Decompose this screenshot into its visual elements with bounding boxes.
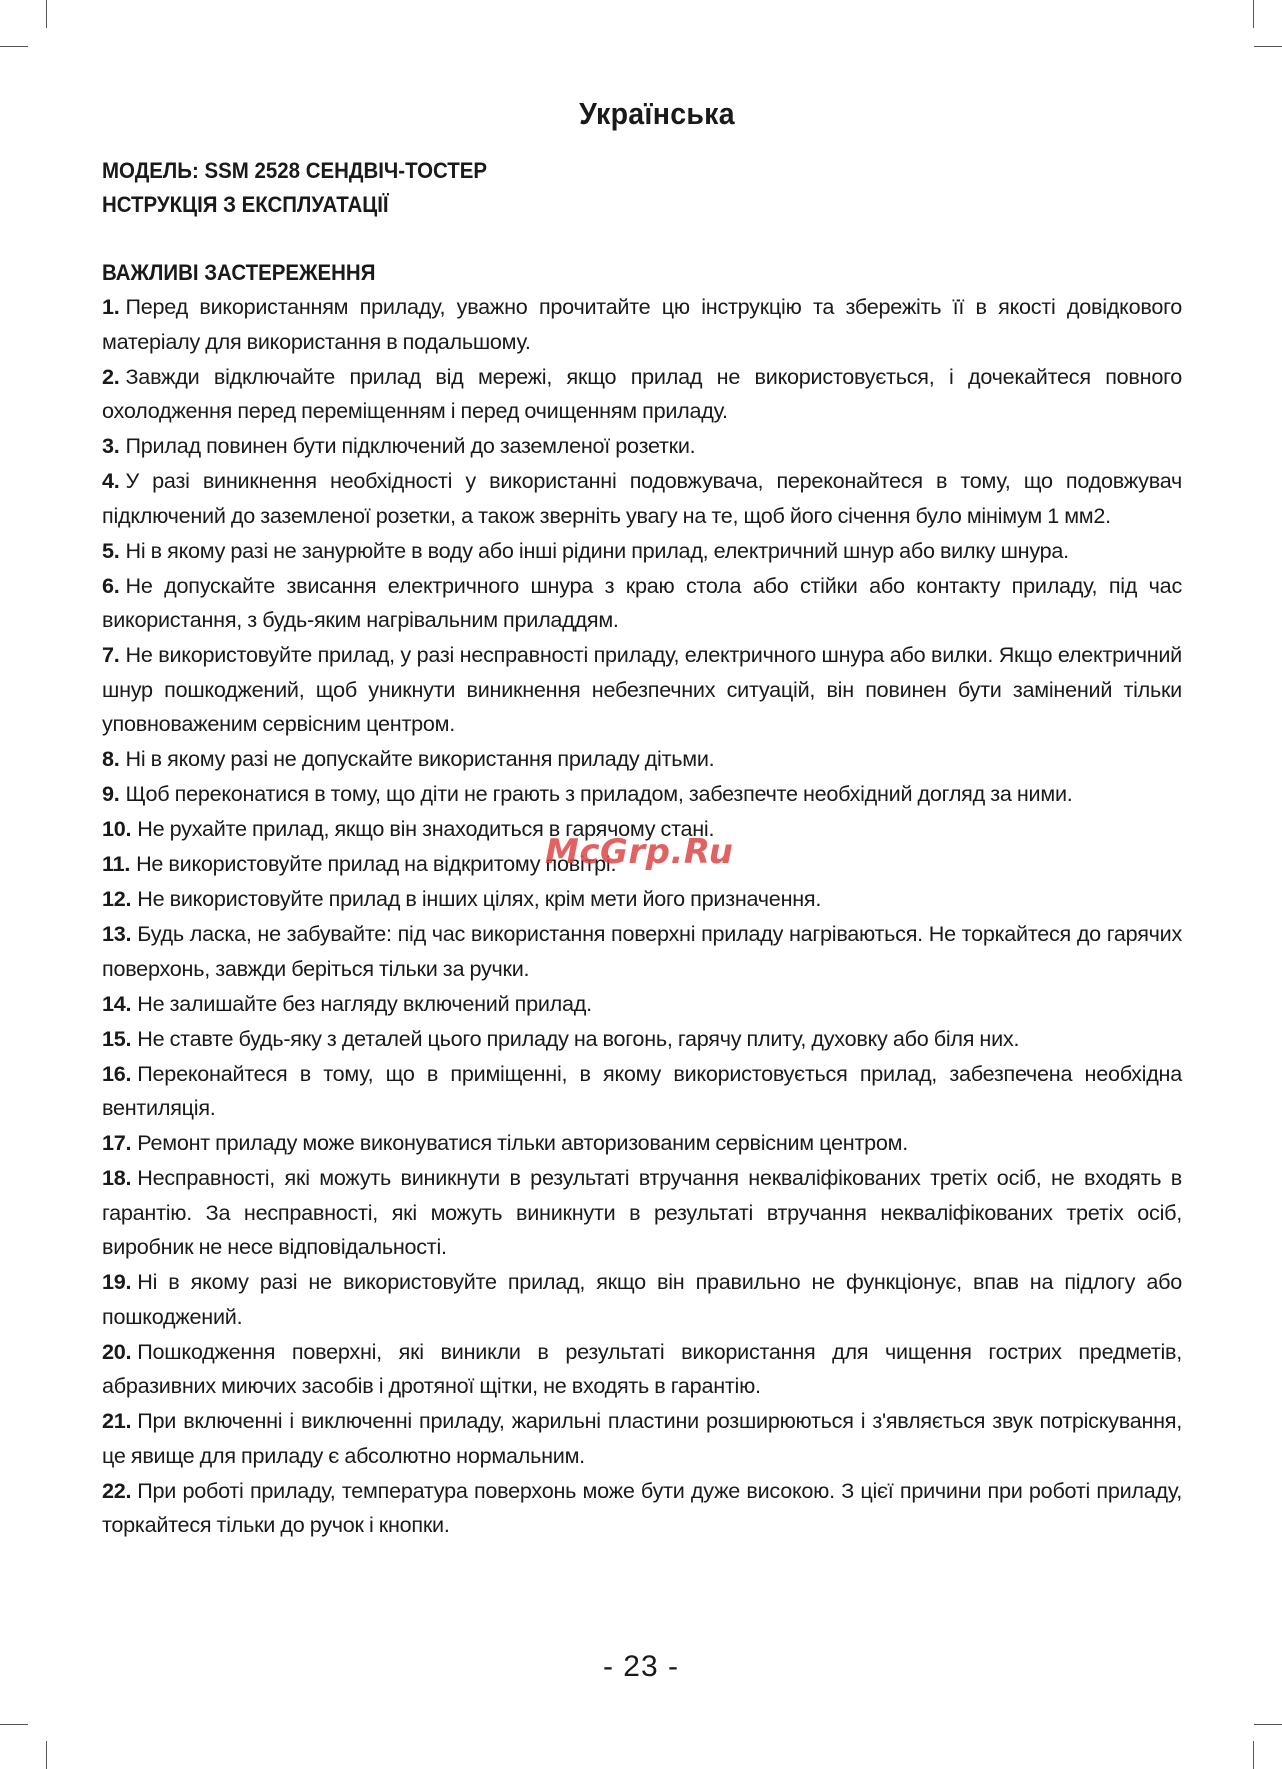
item-text: Ремонт приладу може виконуватися тільки авторизованим сервісним центром. [137, 1130, 908, 1155]
list-item [102, 638, 1182, 742]
manual-page [102, 96, 1182, 1543]
item-number: 18. [102, 1165, 132, 1190]
model-heading: МОДЕЛЬ: SSM 2528 СЕНДВІЧ-ТОСТЕР [102, 158, 488, 183]
item-text: Не використовуйте прилад на відкритому повітрі. [136, 851, 617, 876]
crop-mark-bottom-left-horizontal [0, 1724, 28, 1725]
item-number: 17. [102, 1130, 132, 1155]
item-number: 15. [102, 1025, 132, 1051]
section-title: ВАЖЛИВІ ЗАСТЕРЕЖЕННЯ [102, 260, 376, 285]
list-item [102, 360, 1182, 429]
item-text: Будь ласка, не забувайте: під час використання поверхні приладу нагріваються. Не торкайтеся до гарячих поверхонь, завжди беріться тільки за ручки. [102, 921, 1182, 981]
list-item [102, 534, 1182, 569]
item-text: У разі виникнення необхідності у використанні подовжувача, переконайтеся в тому, що подовжувач підключений до заземленої розетки, а також зверніть увагу на те, щоб його січення було мінімум 1 мм2. [102, 468, 1182, 528]
page-number: - 23 - [602, 1650, 680, 1683]
item-number: 10. [102, 816, 132, 841]
item-number: 5. [102, 537, 120, 563]
item-number: 21. [102, 1408, 132, 1433]
item-text: Прилад повинен бути підключений до заземленої розетки. [125, 433, 696, 458]
item-number: 6. [102, 572, 120, 598]
item-number: 8. [102, 746, 120, 771]
item-text: Не використовуйте прилад, у разі несправності приладу, електричного шнура або вилки. Якщо електричний шнур пошкоджений, щоб уникнути виникнення небезпечних ситуацій, він повинен бути замінений тільки уповноваженим сервісним центром. [102, 642, 1182, 736]
item-text: Не допускайте звисання електричного шнура з краю стола або стійки або контакту приладу, під час використання, з будь-яким нагрівальним приладдям. [102, 572, 1182, 632]
list-item [102, 1022, 1182, 1057]
item-number: 2. [102, 363, 120, 389]
list-item [102, 917, 1182, 986]
crop-mark-bottom-right-vertical [1253, 1741, 1254, 1769]
item-number: 13. [102, 921, 132, 946]
item-number: 4. [102, 468, 120, 493]
item-number: 11. [102, 851, 131, 876]
item-number: 1. [102, 294, 120, 319]
item-text: Не залишайте без нагляду включений прилад. [137, 990, 592, 1016]
item-text: Ні в якому разі не занурюйте в воду або інші рідини прилад, електричний шнур або вилку шнура. [125, 537, 1069, 563]
item-text: Ні в якому разі не допускайте використання приладу дітьми. [125, 746, 715, 771]
list-item [102, 569, 1182, 638]
list-item [102, 1161, 1182, 1265]
item-text: Переконайтеся в тому, що в приміщенні, в якому використовується прилад, забезпечена необхідна вентиляція. [102, 1060, 1182, 1120]
item-number: 7. [102, 642, 120, 667]
item-text: При включенні і виключенні приладу, жарильні пластини розширюються і з'являється звук потріскування, це явище для приладу є абсолютно нормальним. [102, 1408, 1182, 1468]
list-item [102, 1474, 1182, 1543]
list-item [102, 987, 1182, 1022]
list-item [102, 429, 1182, 464]
list-item [102, 1335, 1182, 1404]
language-title: Українська [579, 96, 735, 131]
list-item [102, 777, 1182, 812]
item-text: Завжди відключайте прилад від мережі, якщо прилад не використовується, і дочекайтеся повного охолодження перед переміщенням і перед очищенням приладу. [102, 363, 1182, 423]
item-number: 14. [102, 990, 132, 1016]
item-text: Пошкодження поверхні, які виникли в результаті використання для чищення гострих предметів, абразивних миючих засобів і дротяної щітки, не входять в гарантію. [102, 1338, 1182, 1398]
warnings-list [102, 290, 1182, 1543]
watermark: McGrp.Ru [545, 832, 734, 872]
item-number: 16. [102, 1060, 132, 1086]
item-number: 19. [102, 1269, 132, 1294]
item-text: Не використовуйте прилад в інших цілях, крім мети його призначення. [137, 886, 822, 911]
crop-mark-bottom-left-vertical [46, 1741, 47, 1769]
item-number: 9. [102, 781, 120, 806]
item-text: Не рухайте прилад, якщо він знаходиться в гарячому стані. [137, 816, 715, 841]
item-text: Щоб переконатися в тому, що діти не грають з приладом, забезпечте необхідний догляд за ними. [125, 781, 1073, 806]
item-number: 12. [102, 886, 132, 911]
crop-mark-top-right-vertical [1253, 0, 1254, 28]
list-item [102, 290, 1182, 359]
list-item [102, 1404, 1182, 1473]
item-number: 3. [102, 433, 120, 458]
item-number: 22. [102, 1477, 132, 1503]
item-text: Несправності, які можуть виникнути в результаті втручання некваліфікованих третіх осіб, не входять в гарантію. За несправності, які можуть виникнути в результаті втручання некваліфікованих третіх осіб, виробник не несе відповідальності. [102, 1165, 1182, 1259]
list-item [102, 1126, 1182, 1161]
list-item [102, 464, 1182, 533]
item-text: При роботі приладу, температура поверхонь може бути дуже високою. З цієї причини при роботі приладу, торкайтеся тільки до ручок і кнопки. [102, 1477, 1182, 1537]
crop-mark-bottom-right-horizontal [1254, 1724, 1282, 1725]
item-text: Не ставте будь-яку з деталей цього приладу на вогонь, гарячу плиту, духовку або біля них. [137, 1025, 1020, 1051]
item-text: Ні в якому разі не використовуйте прилад, якщо він правильно не функціонує, впав на підлогу або пошкоджений. [102, 1269, 1182, 1329]
crop-mark-top-left-horizontal [0, 46, 28, 47]
crop-mark-top-left-vertical [46, 0, 47, 28]
item-number: 20. [102, 1338, 132, 1364]
manual-heading: НСТРУКЦІЯ З ЕКСПЛУАТАЦІЇ [102, 192, 389, 217]
list-item [102, 1265, 1182, 1334]
list-item [102, 742, 1182, 777]
crop-mark-top-right-horizontal [1254, 46, 1282, 47]
list-item [102, 1057, 1182, 1126]
item-text: Перед використанням приладу, уважно прочитайте цю інструкцію та збережіть її в якості довідкового матеріалу для використання в подальшому. [102, 294, 1182, 354]
list-item [102, 882, 1182, 917]
